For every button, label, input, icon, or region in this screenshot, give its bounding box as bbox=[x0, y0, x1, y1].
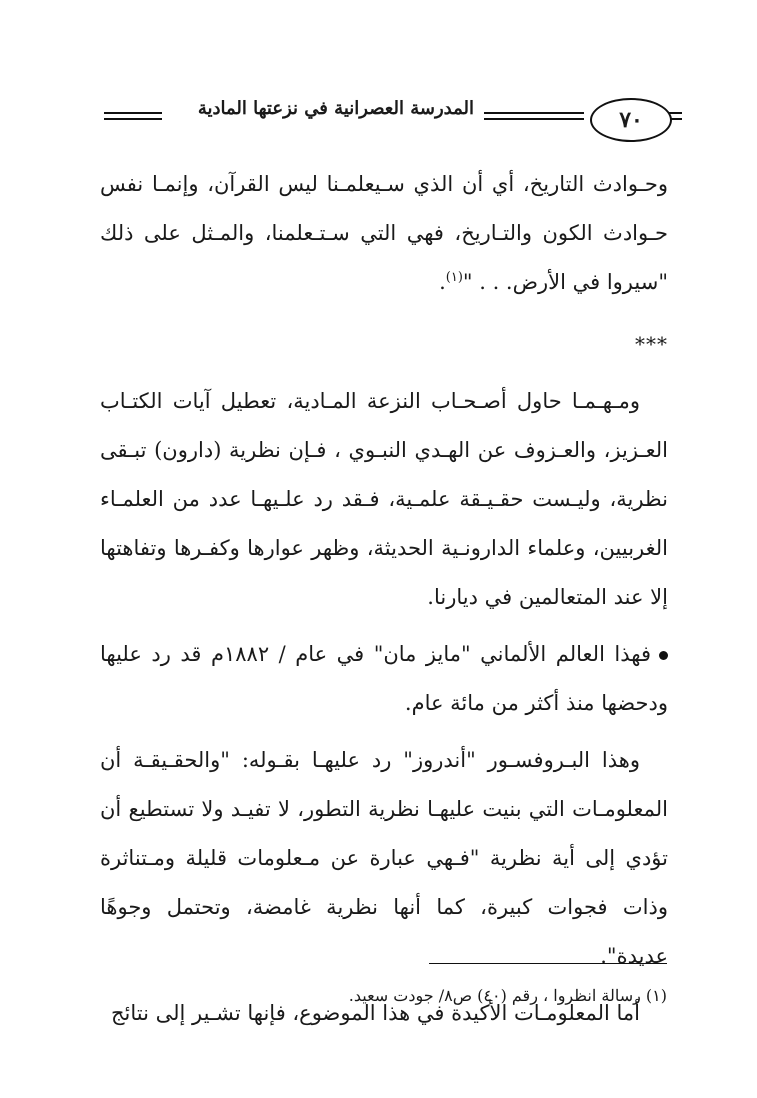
paragraph-2: ومـهـمـا حاول أصـحـاب النزعة المـادية، تعطيل آيات الكتـاب العـزيز، والعـزوف عن الهـدي النبـوي ، فـإن نظرية (دارون) تبـقى نظرية، وليـست حقـيـقة علمـية، فـقد رد علـيهـا عدد من العلمـاء الغربيين، وعلماء الدارونـية الحديثة، وظهر عوارها وكفـرها وتفاهتها إلا عند المتعالمين في ديارنا. bbox=[100, 389, 668, 609]
footnote: (١) رسالة انظروا ، رقم (٤٠) ص٨/ جودت سعيد. bbox=[348, 986, 667, 1005]
header-rule-left bbox=[104, 112, 162, 120]
footnote-rule bbox=[429, 963, 667, 964]
header-rule-middle bbox=[484, 112, 584, 120]
paragraph-1-end: . bbox=[439, 270, 446, 294]
paragraph-1 bbox=[100, 160, 668, 307]
bullet-icon bbox=[659, 651, 668, 660]
footnote-marker: (١) bbox=[445, 270, 463, 285]
paragraph-3 bbox=[100, 630, 668, 728]
body-text bbox=[100, 160, 668, 1038]
running-title: المدرسة العصرانية في نزعتها المادية bbox=[197, 98, 474, 119]
section-separator: *** bbox=[635, 332, 668, 356]
paragraph-4: وهذا البـروفسـور "أندروز" رد عليهـا بقـوله: "والحقـيقـة أن المعلومـات التي بنيت عليهـا نظرية التطور، لا تفيـد ولا تستطيع أن تؤدي إلى أية نظرية "فـهي عبارة عن مـعلومات قليلة ومـتناثرة وذات فجوات كبيرة، كما أنها نظرية غامضة، وتحتمل وجوهًا عديدة". bbox=[100, 748, 668, 968]
paragraph-1-text: وحـوادث التاريخ، أي أن الذي سـيعلمـنا ليس القرآن، وإنمـا نفس حـوادث الكون والتـاريخ، فهي التي سـتـعلمنا، والمـثل على ذلك "سيروا في الأرض. . . " bbox=[100, 172, 668, 294]
paragraph-5: أما المعلومـات الأكيدة في هذا الموضوع، فإنها تشـير إلى نتائج bbox=[110, 1001, 640, 1025]
page-number: ٧٠ bbox=[590, 98, 672, 142]
page-header bbox=[90, 92, 670, 152]
paragraph-3-text: فهذا العالم الألماني "مايز مان" في عام / ١٨٨٢م قد رد عليها ودحضها منذ أكثر من مائة عام. bbox=[100, 642, 668, 715]
